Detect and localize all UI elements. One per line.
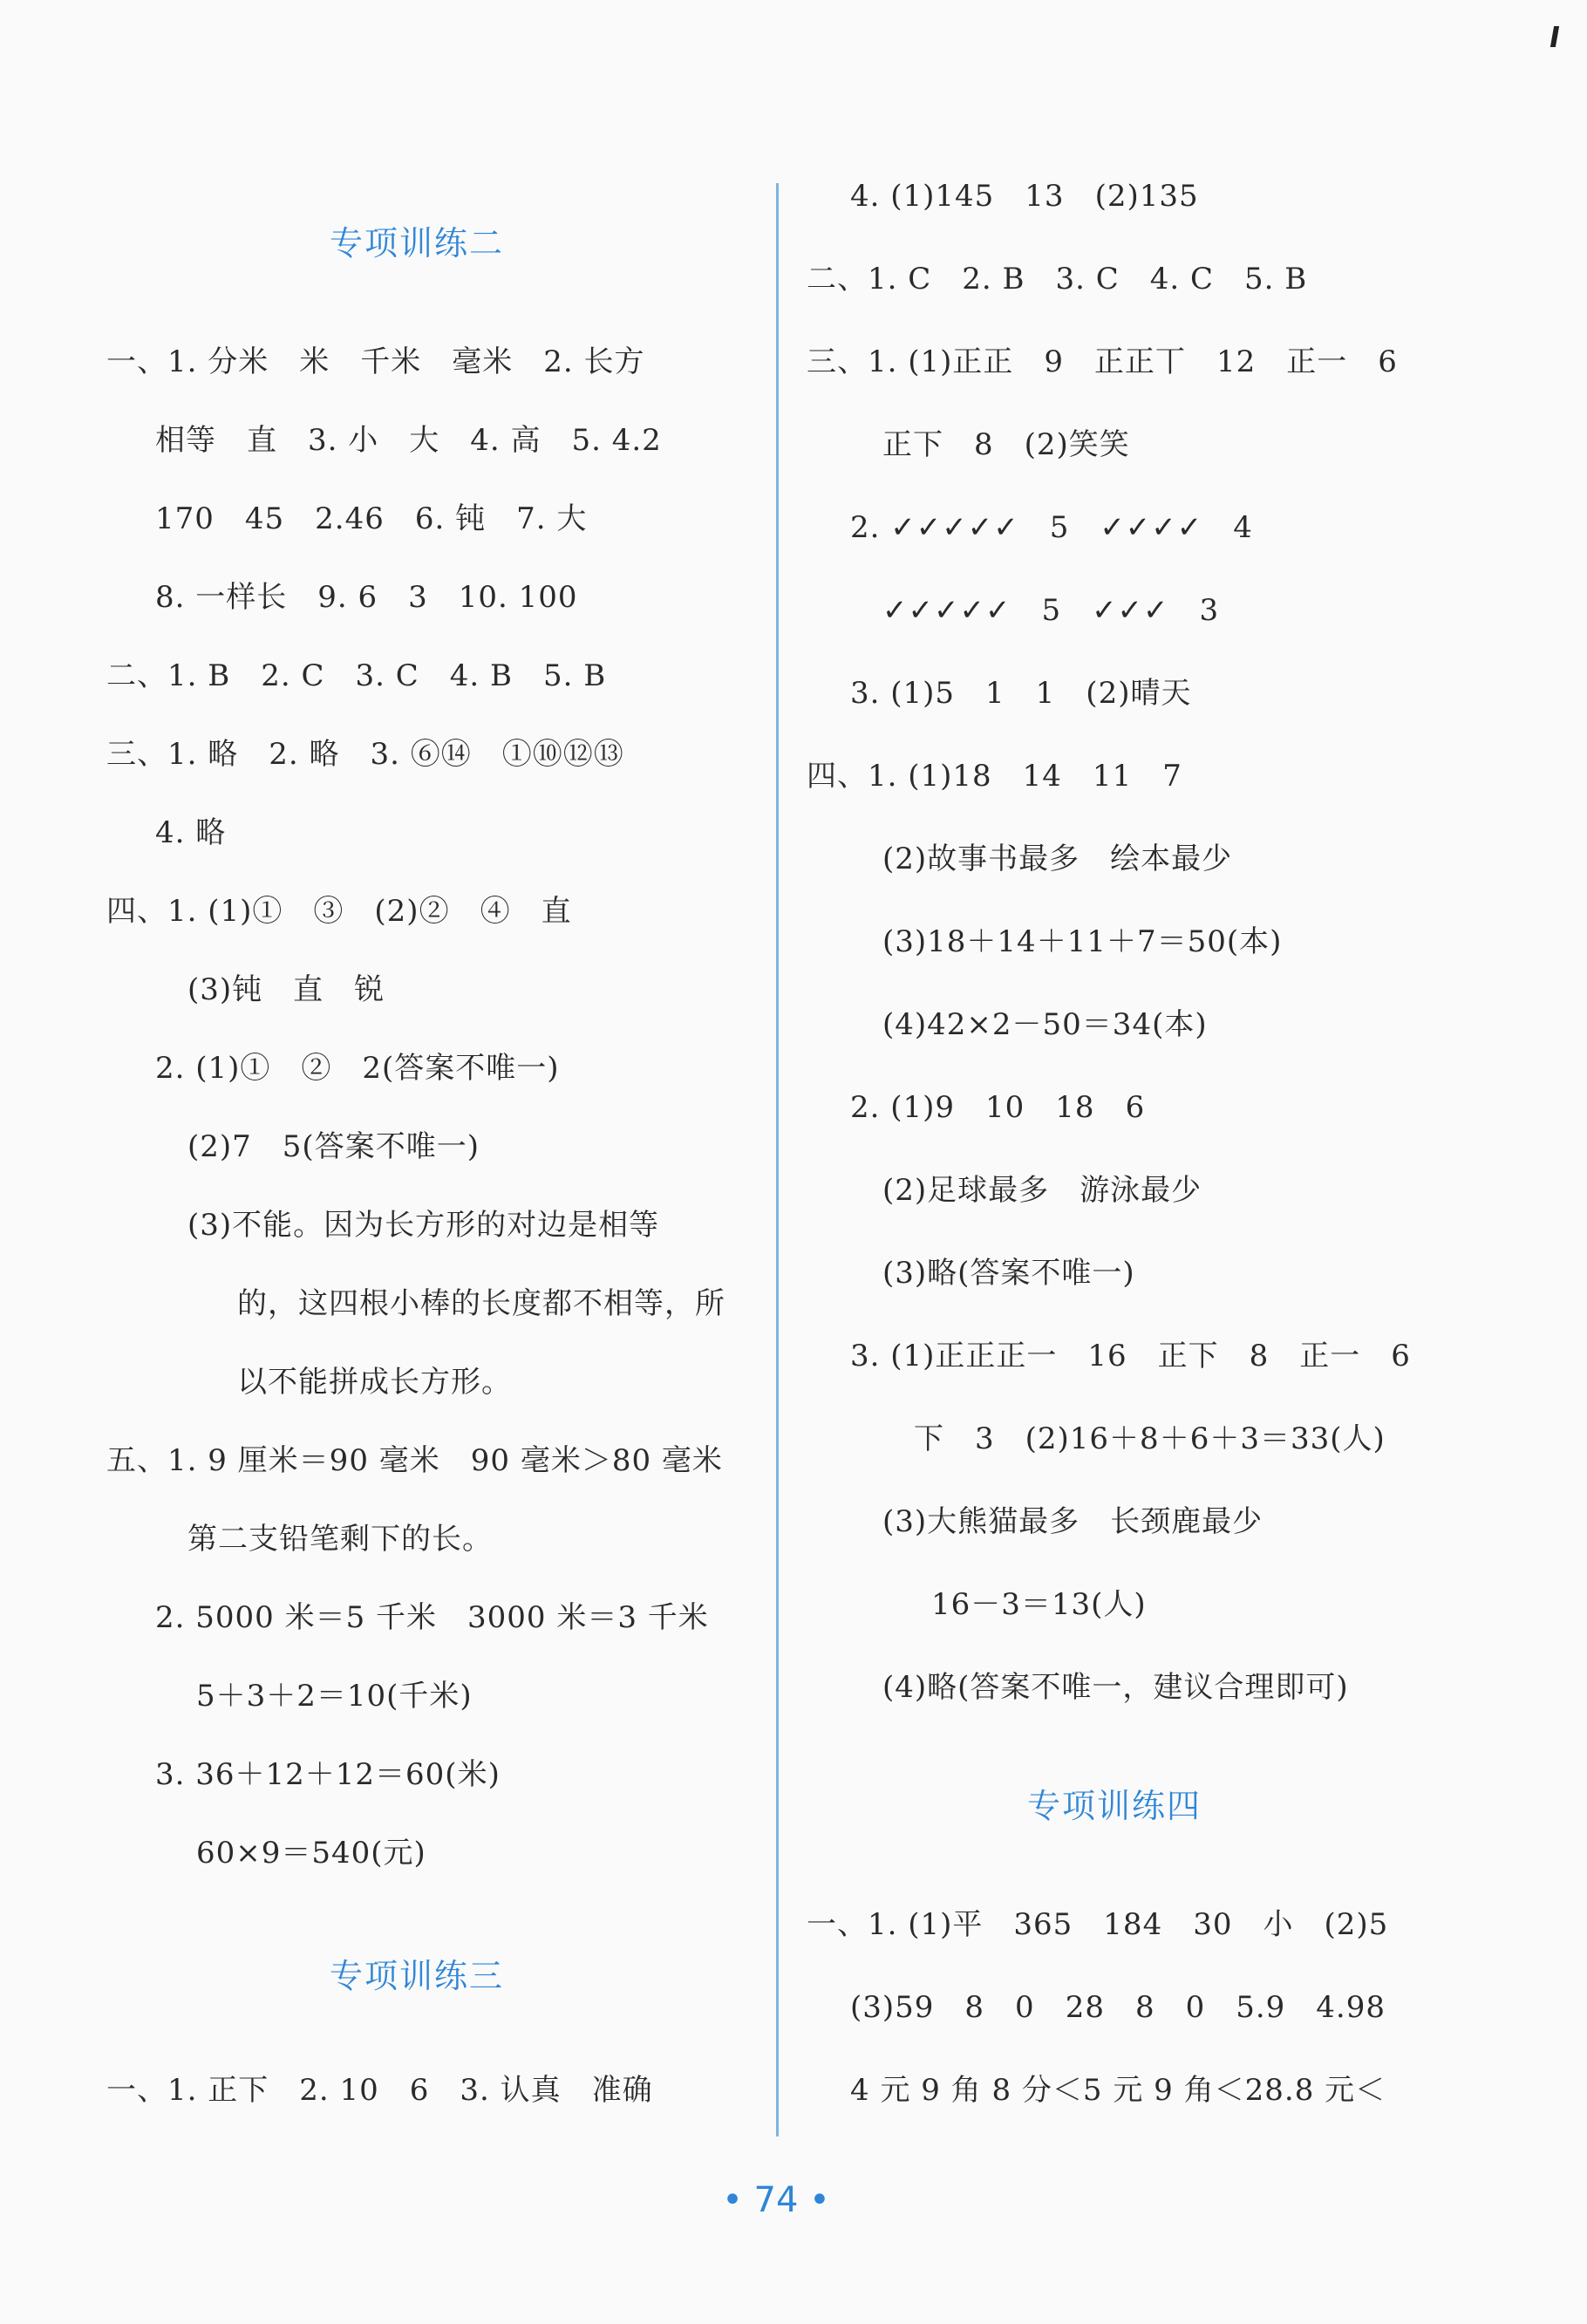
corner-mark	[1550, 26, 1559, 47]
answer-line: 第二支铅笔剩下的长。	[187, 1522, 493, 1557]
column-divider	[776, 183, 779, 2137]
answer-line: 四、1. (1)① ③ (2)② ④ 直	[106, 894, 572, 929]
answer-line: (3)大熊猫最多 长颈鹿最少	[882, 1504, 1263, 1539]
answer-line: 正下 8 (2)笑笑	[882, 427, 1130, 462]
answer-line: (3)略(答案不唯一)	[882, 1256, 1135, 1291]
answer-line: (4)42×2－50＝34(本)	[882, 1007, 1208, 1042]
answer-line: (2)7 5(答案不唯一)	[187, 1129, 480, 1164]
answer-line: 60×9＝540(元)	[196, 1836, 426, 1871]
answer-line: 四、1. (1)18 14 11 7	[807, 759, 1182, 794]
answer-line: 以不能拼成长方形。	[237, 1365, 512, 1400]
answer-line: (3)不能。因为长方形的对边是相等	[187, 1208, 660, 1243]
answer-line: 16－3＝13(人)	[931, 1587, 1147, 1622]
answer-line: 2. 5000 米＝5 千米 3000 米＝3 千米	[155, 1600, 709, 1635]
answer-line: 3. (1)正正正一 16 正下 8 正一 6	[850, 1339, 1411, 1373]
answer-line: (2)故事书最多 绘本最少	[882, 842, 1233, 876]
answer-line: 二、1. C 2. B 3. C 4. C 5. B	[807, 262, 1308, 296]
section-heading-3: 专项训练三	[330, 1957, 505, 1995]
answer-line: 五、1. 9 厘米＝90 毫米 90 毫米＞80 毫米	[106, 1443, 723, 1478]
answer-line: 170 45 2.46 6. 钝 7. 大	[155, 501, 588, 536]
answer-line: (3)钝 直 锐	[187, 972, 385, 1007]
answer-line: 三、1. (1)正正 9 正正丅 12 正一 6	[807, 344, 1398, 379]
section-heading-2: 专项训练二	[330, 224, 505, 262]
answer-line: (4)略(答案不唯一，建议合理即可)	[882, 1670, 1349, 1705]
answer-line: 4 元 9 角 8 分＜5 元 9 角＜28.8 元＜	[850, 2073, 1386, 2108]
answer-line: 8. 一样长 9. 6 3 10. 100	[155, 580, 578, 615]
answer-line: 3. 36＋12＋12＝60(米)	[155, 1757, 501, 1792]
answer-line: 5＋3＋2＝10(千米)	[196, 1679, 473, 1714]
page-number: • 74 •	[722, 2180, 830, 2220]
answer-line: 下 3 (2)16＋8＋6＋3＝33(人)	[914, 1421, 1386, 1456]
answer-line: 的，这四根小棒的长度都不相等，所	[237, 1286, 725, 1321]
answer-line: 4. 略	[155, 815, 227, 850]
answer-line: (2)足球最多 游泳最少	[882, 1173, 1202, 1208]
section-heading-4: 专项训练四	[1027, 1787, 1202, 1825]
answer-line: 三、1. 略 2. 略 3. ⑥⑭ ①⑩⑫⑬	[106, 737, 624, 772]
answer-line: 2. (1)9 10 18 6	[850, 1090, 1146, 1125]
answer-line: 2. (1)① ② 2(答案不唯一)	[155, 1051, 560, 1086]
answer-line: 2. ✓✓✓✓✓ 5 ✓✓✓✓ 4	[850, 510, 1253, 545]
answer-line: ✓✓✓✓✓ 5 ✓✓✓ 3	[882, 593, 1220, 628]
answer-line: 一、1. 正下 2. 10 6 3. 认真 准确	[106, 2073, 653, 2108]
answer-line: 4. (1)145 13 (2)135	[850, 179, 1199, 214]
answer-line: 二、1. B 2. C 3. C 4. B 5. B	[106, 658, 607, 693]
answer-line: 3. (1)5 1 1 (2)晴天	[850, 676, 1192, 711]
answer-line: 相等 直 3. 小 大 4. 高 5. 4.2	[155, 423, 662, 458]
answer-line: 一、1. (1)平 365 184 30 小 (2)5	[807, 1907, 1389, 1942]
answer-line: 一、1. 分米 米 千米 毫米 2. 长方	[106, 344, 645, 379]
answer-line: (3)59 8 0 28 8 0 5.9 4.98	[850, 1990, 1386, 2025]
answer-line: (3)18＋14＋11＋7＝50(本)	[882, 924, 1283, 959]
